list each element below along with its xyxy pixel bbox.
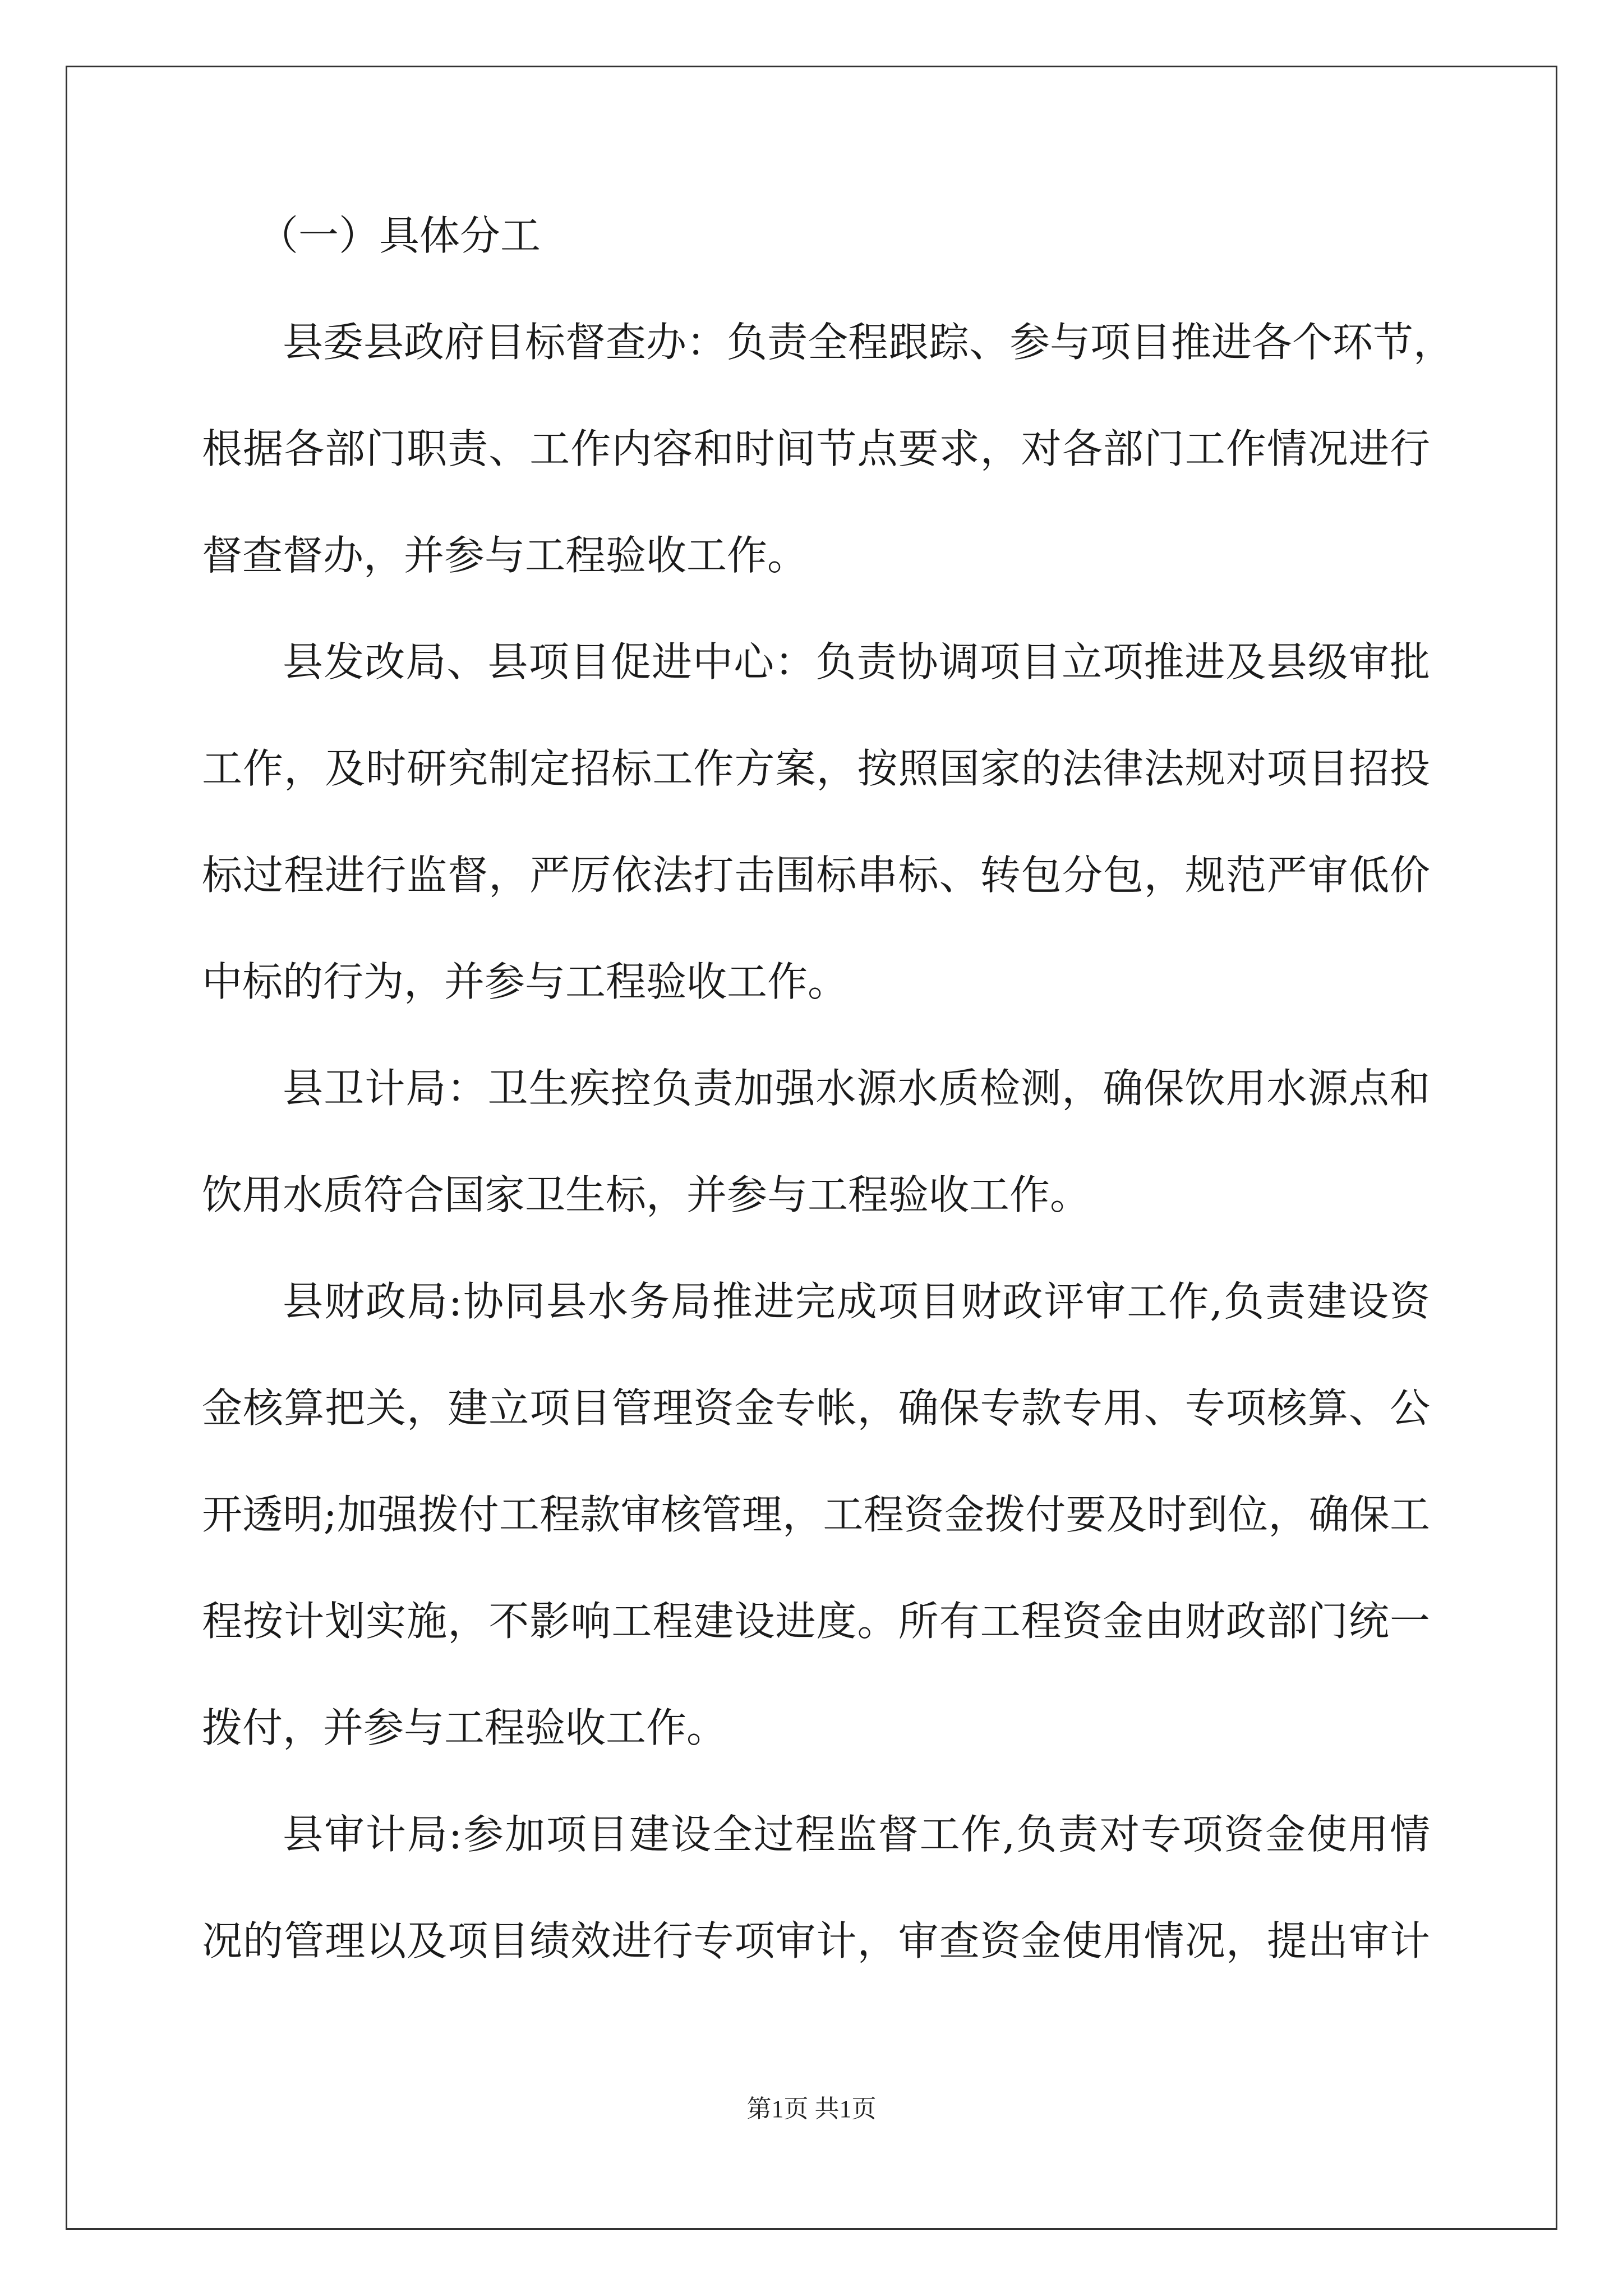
page-border [66,66,1557,2230]
paragraph-line: 县审计局:参加项目建设全过程监督工作,负责对专项资金使用情 [283,1811,1430,1858]
paragraph-line: 县财政局:协同县水务局推进完成项目财政评审工作,负责建设资 [283,1278,1430,1325]
paragraph-line: 县委县政府目标督查办：负责全程跟踪、参与项目推进各个环节， [283,319,1454,366]
paragraph-line: 根据各部门职责、工作内容和时间节点要求，对各部门工作情况进行 [202,425,1430,472]
paragraph-line: 县发改局、县项目促进中心：负责协调项目立项推进及县级审批 [283,638,1430,685]
paragraph-line: 工作，及时研究制定招标工作方案，按照国家的法律法规对项目招投 [202,745,1430,792]
paragraph-line: 标过程进行监督，严厉依法打击围标串标、转包分包，规范严审低价 [202,852,1430,899]
page-number-footer: 第1页 共1页 [746,2095,877,2123]
paragraph-line: 拨付，并参与工程验收工作。 [202,1704,727,1751]
section-heading: （一）具体分工 [258,212,541,259]
paragraph-line: 中标的行为，并参与工程验收工作。 [202,958,849,1005]
paragraph-line: 饮用水质符合国家卫生标，并参与工程验收工作。 [202,1171,1091,1218]
paragraph-line: 金核算把关，建立项目管理资金专帐，确保专款专用、专项核算、公 [202,1384,1430,1432]
paragraph-line: 督查督办，并参与工程验收工作。 [202,532,808,579]
paragraph-line: 开透明;加强拨付工程款审核管理，工程资金拨付要及时到位，确保工 [202,1491,1430,1538]
paragraph-line: 况的管理以及项目绩效进行专项审计，审查资金使用情况，提出审计 [202,1917,1430,1964]
paragraph-line: 程按计划实施，不影响工程建设进度。所有工程资金由财政部门统一 [202,1598,1430,1645]
paragraph-line: 县卫计局：卫生疾控负责加强水源水质检测，确保饮用水源点和 [283,1065,1430,1112]
